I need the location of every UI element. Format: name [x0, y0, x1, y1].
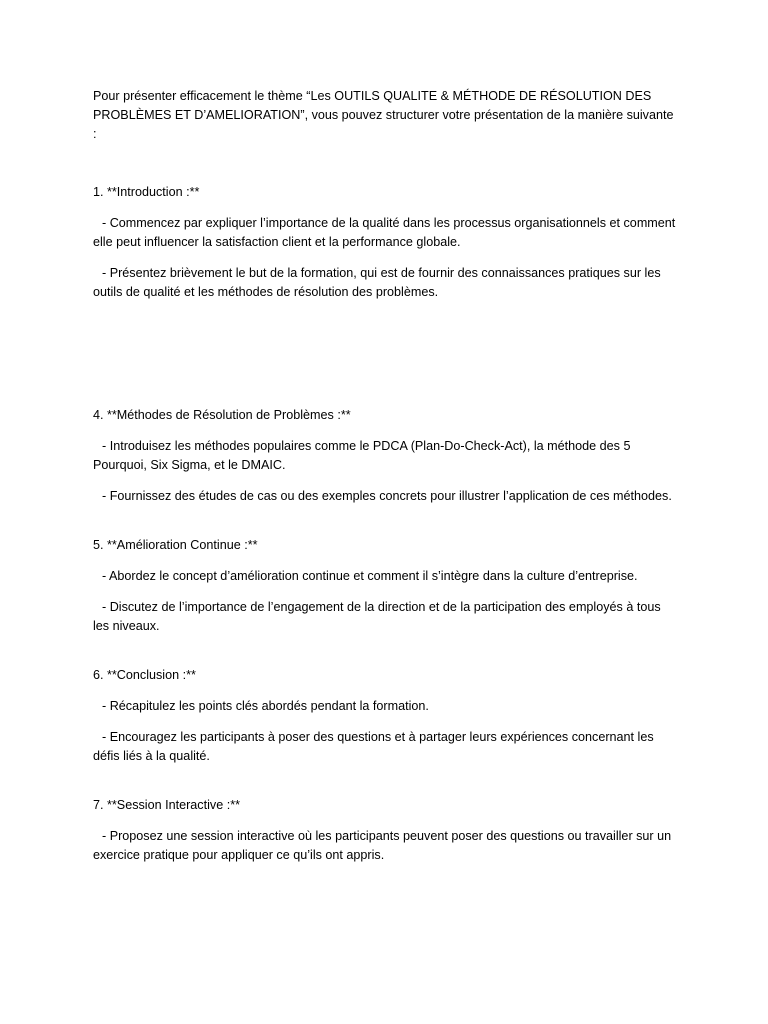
section-amelioration: [93, 536, 678, 636]
section-heading: 6. **Conclusion :**: [93, 668, 196, 682]
section-heading: 4. **Méthodes de Résolution de Problèmes :**: [93, 408, 351, 422]
section-heading: 1. **Introduction :**: [93, 185, 200, 199]
section-methodes: [93, 406, 678, 506]
section-conclusion: [93, 666, 678, 766]
bullet-item: - Proposez une session interactive où les participants peuvent poser des questions ou travailler sur un exercice pratique pour appliquer ce qu’ils ont appris.: [93, 829, 672, 862]
bullet-item: - Discutez de l’importance de l’engagement de la direction et de la participation des employés à tous les niveaux.: [93, 600, 661, 633]
section-session: [93, 796, 678, 865]
document-page: [93, 87, 678, 895]
intro-paragraph: Pour présenter efficacement le thème “Les OUTILS QUALITE & MÉTHODE DE RÉSOLUTION DES PROBLÈMES ET D’AMELIORATION”, vous pouvez structurer votre présentation de la manière suivante :: [93, 89, 674, 141]
section-heading: 5. **Amélioration Continue :**: [93, 538, 258, 552]
bullet-item: - Encouragez les participants à poser des questions et à partager leurs expériences concernant les défis liés à la qualité.: [93, 730, 654, 763]
section-heading: 7. **Session Interactive :**: [93, 798, 241, 812]
bullet-item: - Récapitulez les points clés abordés pendant la formation.: [102, 699, 429, 713]
bullet-item: - Présentez brièvement le but de la formation, qui est de fournir des connaissances pratiques sur les outils de qualité et les méthodes de résolution des problèmes.: [93, 266, 661, 299]
section-introduction: [93, 183, 678, 302]
bullet-item: - Commencez par expliquer l’importance de la qualité dans les processus organisationnels et comment elle peut influencer la satisfaction client et la performance globale.: [93, 216, 676, 249]
bullet-item: - Introduisez les méthodes populaires comme le PDCA (Plan-Do-Check-Act), la méthode des 5 Pourquoi, Six Sigma, et le DMAIC.: [93, 439, 631, 472]
bullet-item: - Abordez le concept d’amélioration continue et comment il s’intègre dans la culture d’entreprise.: [102, 569, 638, 583]
bullet-item: - Fournissez des études de cas ou des exemples concrets pour illustrer l’application de ces méthodes.: [102, 489, 672, 503]
